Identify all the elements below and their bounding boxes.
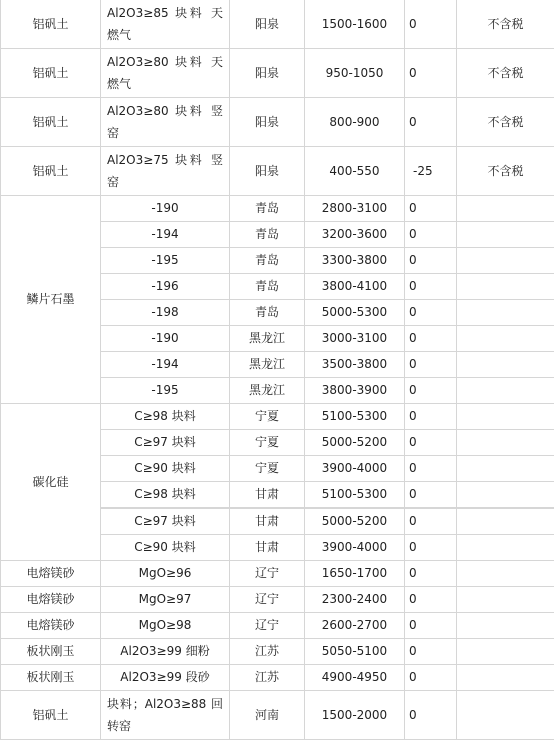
spec-cell: C≥97 块料 [101,508,230,535]
tax-cell [457,665,554,691]
price-cell: 3500-3800 [305,352,405,378]
spec-cell: -198 [101,300,230,326]
tax-cell [457,508,554,535]
table-row [1,196,554,222]
price-cell: 1500-2000 [305,691,405,740]
change-cell: 0 [405,98,457,147]
tax-cell [457,613,554,639]
region-cell: 阳泉 [230,49,305,98]
region-cell: 甘肃 [230,535,305,561]
region-cell: 江苏 [230,665,305,691]
spec-cell: Al2O3≥85 块料 天燃气 [101,0,230,49]
tax-cell [457,456,554,482]
spec-cell: Al2O3≥99 段砂 [101,665,230,691]
tax-cell [457,352,554,378]
table-row [1,404,554,430]
price-cell: 3900-4000 [305,535,405,561]
material-name-cell: 电熔镁砂 [1,587,101,613]
price-cell: 3800-4100 [305,274,405,300]
price-cell: 1650-1700 [305,561,405,587]
region-cell: 江苏 [230,639,305,665]
region-cell: 甘肃 [230,508,305,535]
tax-cell [457,561,554,587]
spec-cell: C≥90 块料 [101,456,230,482]
table-row [1,639,554,665]
region-cell: 宁夏 [230,404,305,430]
price-cell: 3900-4000 [305,456,405,482]
change-cell: 0 [405,0,457,49]
spec-cell: -194 [101,352,230,378]
change-cell: 0 [405,274,457,300]
price-cell: 5000-5300 [305,300,405,326]
region-cell: 青岛 [230,222,305,248]
material-name-cell: 电熔镁砂 [1,613,101,639]
tax-cell: 不含税 [457,0,554,49]
table-row [1,561,554,587]
material-name-cell: 铝矾土 [1,691,101,740]
change-cell: -25 [405,147,457,196]
table-row [1,98,554,147]
table-row [1,147,554,196]
tax-cell [457,404,554,430]
tax-cell [457,274,554,300]
change-cell: 0 [405,378,457,404]
tax-cell [457,222,554,248]
region-cell: 宁夏 [230,456,305,482]
region-cell: 青岛 [230,196,305,222]
price-cell: 4900-4950 [305,665,405,691]
change-cell: 0 [405,300,457,326]
tax-cell [457,300,554,326]
price-cell: 3800-3900 [305,378,405,404]
change-cell: 0 [405,352,457,378]
price-cell: 1500-1600 [305,0,405,49]
region-cell: 甘肃 [230,482,305,509]
tax-cell [457,196,554,222]
table-row [1,613,554,639]
tax-cell [457,378,554,404]
region-cell: 阳泉 [230,98,305,147]
change-cell: 0 [405,430,457,456]
price-cell: 2300-2400 [305,587,405,613]
spec-cell: C≥98 块料 [101,404,230,430]
price-cell: 400-550 [305,147,405,196]
spec-cell: -190 [101,326,230,352]
material-name-cell: 铝矾土 [1,0,101,49]
spec-cell: Al2O3≥80 块料 天燃气 [101,49,230,98]
tax-cell: 不含税 [457,49,554,98]
table-row [1,49,554,98]
material-name-cell: 板状刚玉 [1,665,101,691]
spec-cell: 块料；Al2O3≥88 回转窑 [101,691,230,740]
change-cell: 0 [405,665,457,691]
change-cell: 0 [405,326,457,352]
change-cell: 0 [405,196,457,222]
spec-cell: Al2O3≥99 细粉 [101,639,230,665]
tax-cell [457,326,554,352]
material-name-cell: 板状刚玉 [1,639,101,665]
tax-cell [457,587,554,613]
price-cell: 3300-3800 [305,248,405,274]
spec-cell: MgO≥98 [101,613,230,639]
table-row [1,587,554,613]
region-cell: 辽宁 [230,587,305,613]
change-cell: 0 [405,508,457,535]
price-cell: 950-1050 [305,49,405,98]
tax-cell [457,248,554,274]
tax-cell [457,691,554,740]
spec-cell: -194 [101,222,230,248]
table-row [1,691,554,740]
price-cell: 5100-5300 [305,482,405,509]
change-cell: 0 [405,49,457,98]
material-name-cell: 铝矾土 [1,147,101,196]
region-cell: 青岛 [230,248,305,274]
material-name-cell: 鳞片石墨 [1,196,101,404]
change-cell: 0 [405,222,457,248]
price-cell: 3000-3100 [305,326,405,352]
change-cell: 0 [405,482,457,509]
region-cell: 青岛 [230,274,305,300]
spec-cell: MgO≥97 [101,587,230,613]
material-name-cell: 铝矾土 [1,98,101,147]
region-cell: 阳泉 [230,147,305,196]
tax-cell [457,535,554,561]
spec-cell: -195 [101,248,230,274]
change-cell: 0 [405,248,457,274]
price-cell: 5000-5200 [305,508,405,535]
region-cell: 黑龙江 [230,326,305,352]
tax-cell [457,482,554,509]
region-cell: 宁夏 [230,430,305,456]
price-cell: 800-900 [305,98,405,147]
region-cell: 黑龙江 [230,378,305,404]
region-cell: 青岛 [230,300,305,326]
material-name-cell: 铝矾土 [1,49,101,98]
price-cell: 5100-5300 [305,404,405,430]
change-cell: 0 [405,404,457,430]
price-cell: 3200-3600 [305,222,405,248]
table-row [1,0,554,49]
spec-cell: Al2O3≥75 块料 竖窑 [101,147,230,196]
price-cell: 5000-5200 [305,430,405,456]
spec-cell: C≥98 块料 [101,482,230,509]
material-name-cell: 碳化硅 [1,404,101,561]
change-cell: 0 [405,456,457,482]
region-cell: 辽宁 [230,613,305,639]
change-cell: 0 [405,535,457,561]
tax-cell [457,639,554,665]
change-cell: 0 [405,613,457,639]
price-cell: 2600-2700 [305,613,405,639]
price-cell: 5050-5100 [305,639,405,665]
tax-cell [457,430,554,456]
region-cell: 黑龙江 [230,352,305,378]
spec-cell: C≥97 块料 [101,430,230,456]
spec-cell: C≥90 块料 [101,535,230,561]
tax-cell: 不含税 [457,98,554,147]
spec-cell: Al2O3≥80 块料 竖窑 [101,98,230,147]
change-cell: 0 [405,639,457,665]
spec-cell: -195 [101,378,230,404]
change-cell: 0 [405,691,457,740]
change-cell: 0 [405,561,457,587]
table-row [1,665,554,691]
region-cell: 辽宁 [230,561,305,587]
spec-cell: -190 [101,196,230,222]
region-cell: 河南 [230,691,305,740]
region-cell: 阳泉 [230,0,305,49]
price-cell: 2800-3100 [305,196,405,222]
change-cell: 0 [405,587,457,613]
material-name-cell: 电熔镁砂 [1,561,101,587]
tax-cell: 不含税 [457,147,554,196]
spec-cell: -196 [101,274,230,300]
spec-cell: MgO≥96 [101,561,230,587]
